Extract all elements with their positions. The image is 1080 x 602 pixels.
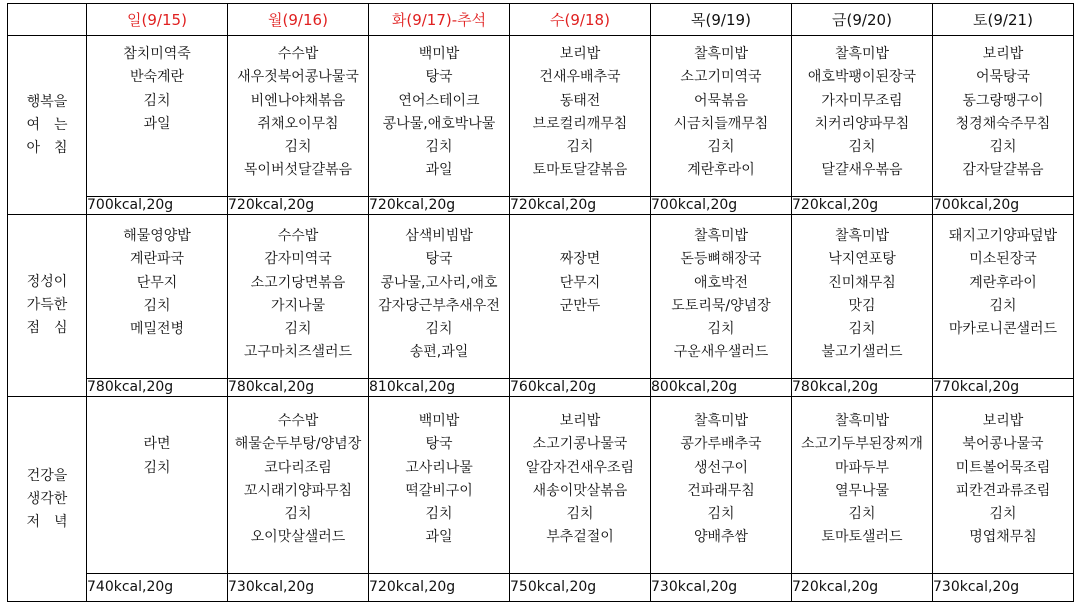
dish-item: 감자미역국 xyxy=(264,251,332,268)
dish-item: 메밀전병 xyxy=(129,321,185,338)
day-header-tue: 화(9/17)-추석 xyxy=(369,4,510,36)
lunch-dishes-day-2 xyxy=(369,215,510,379)
breakfast-dishes-day-4 xyxy=(651,36,792,197)
dish-item: 백미밥 xyxy=(418,46,460,62)
kcal-value: 740kcal,20g xyxy=(87,574,228,602)
corner-cell xyxy=(8,4,87,36)
dish-item: 목이버섯달걀볶음 xyxy=(243,162,353,179)
dish-item: 마카로니콘샐러드 xyxy=(948,321,1058,338)
dish-item: 김치 xyxy=(848,321,876,338)
dish-item: 동그랑땡구이 xyxy=(962,92,1044,109)
dish-item: 생선구이 xyxy=(693,459,749,476)
day-header-fri: 금(9/20) xyxy=(792,4,933,36)
kcal-value: 780kcal,20g xyxy=(228,379,369,397)
dinner-dishes-day-3 xyxy=(510,397,651,574)
dish-item: 김치 xyxy=(143,92,171,109)
day-header-sun: 일(9/15) xyxy=(87,4,228,36)
kcal-value: 720kcal,20g xyxy=(369,574,510,602)
meal-name-line: 행복을 xyxy=(26,93,68,110)
dish-item: 어묵탕국 xyxy=(975,69,1031,86)
dish-item: 단무지 xyxy=(559,274,601,291)
dinner-dishes-day-0 xyxy=(87,397,228,574)
dish-item: 맛김 xyxy=(848,297,876,314)
dish-item: 피칸견과류조림 xyxy=(955,482,1051,499)
dish-item: 마파두부 xyxy=(834,459,890,476)
breakfast-meal-name xyxy=(8,36,87,215)
dish-item: 비엔나야채볶음 xyxy=(250,92,346,109)
dinner-meal-name xyxy=(8,397,87,602)
dish-item: 김치 xyxy=(425,139,453,156)
breakfast-dishes-day-0 xyxy=(87,36,228,197)
dish-item: 토마토샐러드 xyxy=(821,529,903,546)
meal-name-line: 아 침 xyxy=(26,139,68,156)
dish-item: 김치 xyxy=(284,139,312,156)
dinner-dishes-day-5 xyxy=(792,397,933,574)
dish-item: 감자달걀볶음 xyxy=(962,162,1044,179)
dish-item: 탕국 xyxy=(425,436,453,453)
dish-item: 새송이맛살볶음 xyxy=(532,482,628,499)
dish-item: 애호박전 xyxy=(693,274,749,291)
dish-item: 김치 xyxy=(989,297,1017,314)
dish-item: 소고기콩나물국 xyxy=(532,436,628,453)
dish-item: 김치 xyxy=(848,506,876,523)
dish-item: 소고기당면볶음 xyxy=(250,274,346,291)
meal-name-line: 정성이 xyxy=(26,274,68,290)
dish-item: 김치 xyxy=(707,139,735,156)
breakfast-dishes-day-1 xyxy=(228,36,369,197)
dish-item: 찰흑미밥 xyxy=(834,413,890,429)
kcal-value: 700kcal,20g xyxy=(87,197,228,215)
dish-item: 고사리나물 xyxy=(405,459,473,476)
dish-item: 돼지고기양파덮밥 xyxy=(948,228,1058,244)
dish-item: 돈등뼈해장국 xyxy=(680,251,762,268)
dish-item: 청경채숙주무침 xyxy=(955,115,1051,132)
dish-item: 김치 xyxy=(143,459,171,476)
lunch-dishes-day-0 xyxy=(87,215,228,379)
dish-item: 소고기두부된장찌개 xyxy=(801,436,923,453)
dinner-dishes-day-2 xyxy=(369,397,510,574)
dish-item: 탕국 xyxy=(425,69,453,86)
dish-item: 미트볼어묵조림 xyxy=(955,459,1051,476)
dish-item: 해물순두부탕/양념장 xyxy=(234,436,362,453)
lunch-kcal-row xyxy=(8,379,1074,397)
weekly-menu-table xyxy=(7,3,1074,602)
lunch-meal-name xyxy=(8,215,87,397)
day-header-row xyxy=(8,4,1074,36)
dinner-dish-row xyxy=(8,397,1074,574)
dish-item: 삼색비빔밥 xyxy=(405,228,473,244)
dish-item: 보리밥 xyxy=(559,413,601,429)
kcal-value: 730kcal,20g xyxy=(651,574,792,602)
dish-item: 김치 xyxy=(143,297,171,314)
dish-item: 쥐채오이무침 xyxy=(257,115,339,132)
dish-item: 시금치들깨무침 xyxy=(673,115,769,132)
dish-item: 찰흑미밥 xyxy=(693,413,749,429)
dish-item: 토마토달걀볶음 xyxy=(532,162,628,179)
dish-item: 콩나물,고사리,애호 xyxy=(380,274,498,291)
kcal-value: 700kcal,20g xyxy=(651,197,792,215)
dish-item: 탕국 xyxy=(425,251,453,268)
dish-item: 소고기미역국 xyxy=(680,69,762,86)
dish-item: 과일 xyxy=(143,115,171,132)
dish-item: 김치 xyxy=(425,506,453,523)
dish-item: 양배추쌈 xyxy=(693,529,749,546)
dish-item: 동태전 xyxy=(559,92,601,109)
dish-item: 진미채무침 xyxy=(828,274,896,291)
kcal-value: 720kcal,20g xyxy=(369,197,510,215)
dish-item: 단무지 xyxy=(136,274,178,291)
dish-item: 콩나물,애호박나물 xyxy=(382,115,496,132)
dish-item: 브로컬리깨무침 xyxy=(532,115,628,132)
dish-item: 가자미무조림 xyxy=(821,92,903,109)
dish-item: 계란파국 xyxy=(129,251,185,268)
dish-item: 알감자건새우조림 xyxy=(525,459,635,476)
dish-item: 해물영양밥 xyxy=(123,228,191,244)
meal-name-line: 건강을 xyxy=(26,467,68,484)
lunch-dishes-day-3 xyxy=(510,215,651,379)
dinner-dishes-day-1 xyxy=(228,397,369,574)
dish-item: 김치 xyxy=(425,321,453,338)
dish-item: 부추겉절이 xyxy=(546,529,614,546)
lunch-dishes-day-4 xyxy=(651,215,792,379)
dish-item: 콩가루배추국 xyxy=(680,436,762,453)
dish-item: 김치 xyxy=(989,139,1017,156)
dish-item: 수수밥 xyxy=(277,413,319,429)
kcal-value: 730kcal,20g xyxy=(933,574,1074,602)
dinner-dishes-day-4 xyxy=(651,397,792,574)
dish-item: 반숙계란 xyxy=(129,69,185,86)
dish-item: 달걀새우볶음 xyxy=(821,162,903,179)
dish-item: 낙지연포탕 xyxy=(828,251,896,268)
kcal-value: 780kcal,20g xyxy=(792,379,933,397)
dish-item: 짜장면 xyxy=(559,251,601,268)
dish-item: 김치 xyxy=(284,321,312,338)
breakfast-dishes-day-5 xyxy=(792,36,933,197)
dish-item: 북어콩나물국 xyxy=(962,436,1044,453)
dish-item: 도토리묵/양념장 xyxy=(671,297,771,314)
kcal-value: 780kcal,20g xyxy=(87,379,228,397)
dish-item: 코다리조림 xyxy=(264,459,332,476)
breakfast-dishes-day-2 xyxy=(369,36,510,197)
dish-item: 가지나물 xyxy=(270,297,326,314)
dish-item: 계란후라이 xyxy=(969,274,1037,291)
dish-item xyxy=(87,410,227,433)
lunch-dishes-day-1 xyxy=(228,215,369,379)
dinner-kcal-row xyxy=(8,574,1074,602)
kcal-value: 750kcal,20g xyxy=(510,574,651,602)
dish-item: 찰흑미밥 xyxy=(693,228,749,244)
day-header-thu: 목(9/19) xyxy=(651,4,792,36)
dish-item: 보리밥 xyxy=(559,46,601,62)
kcal-value: 730kcal,20g xyxy=(228,574,369,602)
dish-item: 연어스테이크 xyxy=(398,92,480,109)
day-header-mon: 월(9/16) xyxy=(228,4,369,36)
meal-name-line: 여 는 xyxy=(26,116,68,133)
dish-item: 열무나물 xyxy=(834,482,890,499)
lunch-dish-row xyxy=(8,215,1074,379)
dish-item: 수수밥 xyxy=(277,228,319,244)
dish-item: 백미밥 xyxy=(418,413,460,429)
kcal-value: 720kcal,20g xyxy=(228,197,369,215)
dish-item: 보리밥 xyxy=(982,46,1024,62)
dish-item: 어묵볶음 xyxy=(693,92,749,109)
dish-item: 김치 xyxy=(707,321,735,338)
dish-item: 수수밥 xyxy=(277,46,319,62)
dish-item: 과일 xyxy=(425,529,453,546)
meal-name-line: 가득한 xyxy=(26,297,68,313)
dish-item: 애호박팽이된장국 xyxy=(807,69,917,86)
kcal-value: 720kcal,20g xyxy=(792,197,933,215)
kcal-value: 810kcal,20g xyxy=(369,379,510,397)
dish-item: 계란후라이 xyxy=(687,162,755,179)
dish-item: 김치 xyxy=(707,506,735,523)
meal-name-line: 점 심 xyxy=(26,320,68,336)
dish-item: 꼬시래기양파무침 xyxy=(243,482,353,499)
dish-item: 찰흑미밥 xyxy=(834,228,890,244)
kcal-value: 720kcal,20g xyxy=(792,574,933,602)
meal-name-line: 저 녁 xyxy=(26,513,68,530)
lunch-dishes-day-6 xyxy=(933,215,1074,379)
dish-item: 라면 xyxy=(143,436,171,453)
dish-item: 감자당근부추새우전 xyxy=(378,297,500,314)
dish-item: 군만두 xyxy=(559,297,601,314)
dinner-dishes-day-6 xyxy=(933,397,1074,574)
dish-item: 새우젓북어콩나물국 xyxy=(237,69,359,86)
dish-item: 치커리양파무침 xyxy=(814,115,910,132)
breakfast-dishes-day-3 xyxy=(510,36,651,197)
kcal-value: 760kcal,20g xyxy=(510,379,651,397)
dish-item: 건새우배추국 xyxy=(539,69,621,86)
kcal-value: 700kcal,20g xyxy=(933,197,1074,215)
dish-item: 보리밥 xyxy=(982,413,1024,429)
breakfast-dishes-day-6 xyxy=(933,36,1074,197)
dish-item: 찰흑미밥 xyxy=(834,46,890,62)
dish-item: 김치 xyxy=(566,139,594,156)
dish-item: 김치 xyxy=(848,139,876,156)
dish-item: 송편,과일 xyxy=(409,344,469,361)
dish-item: 명엽채무침 xyxy=(969,529,1037,546)
day-header-wed: 수(9/18) xyxy=(510,4,651,36)
dish-item: 과일 xyxy=(425,162,453,179)
dish-item: 불고기샐러드 xyxy=(821,344,903,361)
dish-item: 떡갈비구이 xyxy=(405,482,473,499)
dish-item: 김치 xyxy=(566,506,594,523)
dish-item: 참치미역죽 xyxy=(123,46,191,62)
kcal-value: 800kcal,20g xyxy=(651,379,792,397)
day-header-sat: 토(9/21) xyxy=(933,4,1074,36)
dish-item: 고구마치즈샐러드 xyxy=(243,344,353,361)
dish-item: 김치 xyxy=(284,506,312,523)
dish-item: 미소된장국 xyxy=(969,251,1037,268)
dish-item xyxy=(510,225,650,248)
dish-item: 구운새우샐러드 xyxy=(673,344,769,361)
breakfast-dish-row xyxy=(8,36,1074,197)
lunch-dishes-day-5 xyxy=(792,215,933,379)
dish-item: 오이맛살샐러드 xyxy=(250,529,346,546)
kcal-value: 720kcal,20g xyxy=(510,197,651,215)
dish-item: 김치 xyxy=(989,506,1017,523)
breakfast-kcal-row xyxy=(8,197,1074,215)
kcal-value: 770kcal,20g xyxy=(933,379,1074,397)
meal-name-line: 생각한 xyxy=(26,490,68,507)
dish-item: 건파래무침 xyxy=(687,482,755,499)
dish-item: 찰흑미밥 xyxy=(693,46,749,62)
